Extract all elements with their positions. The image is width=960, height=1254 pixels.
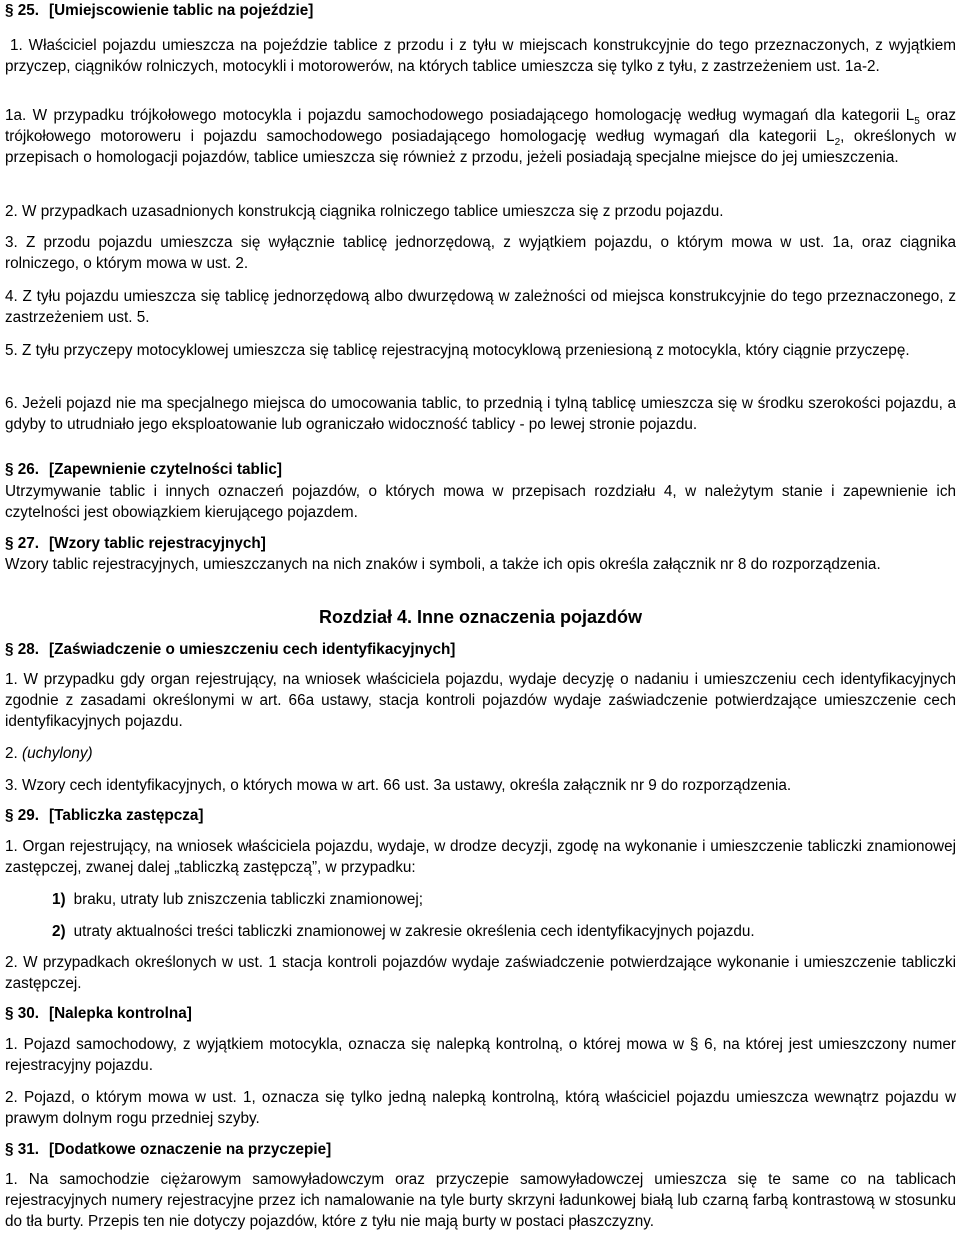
section-29-heading (5, 805, 203, 826)
section-title: [Dodatkowe oznaczenie na przyczepie] (49, 1141, 332, 1158)
section-title: [Umiejscowienie tablic na pojeździe] (49, 2, 314, 19)
paragraph-25-6: 6. Jeżeli pojazd nie ma specjalnego miejsca do umocowania tablic, to przednią i tylną tablicę umieszcza się w środku szerokości pojazdu, a gdyby to utrudniało jego eksploatowanie lub ograniczało widoczność tablicy - po lewej stronie pojazdu. (5, 395, 956, 433)
section-28-heading (5, 639, 455, 660)
section-number: § 25. (5, 2, 40, 19)
paragraph-28-1: 1. W przypadku gdy organ rejestrujący, na wniosek właściciela pojazdu, wydaje decyzję o nadaniu i umieszczeniu cech identyfikacyjnych zgodnie z zasadami określonymi w art. 66a ustawy, stacja kontroli pojazdów wydaje zaświadczenie potwierdzające umieszczenie cech identyfikacyjnych pojazdu. (5, 671, 956, 730)
paragraph-27: Wzory tablic rejestracyjnych, umieszczanych na nich znaków i symboli, a także ich opis określa załącznik nr 8 do rozporządzenia. (5, 556, 881, 573)
section-26-heading (5, 459, 282, 480)
paragraph-26: Utrzymywanie tablic i innych oznaczeń pojazdów, o których mowa w przepisach rozdziału 4, w należytym stanie i zapewnienie ich czytelności jest obowiązkiem kierującego pojazdem. (5, 483, 956, 521)
paragraph-28-2: 2. (uchylony) (5, 745, 93, 762)
paragraph-25-3: 3. Z przodu pojazdu umieszcza się wyłącznie tablicę jednorzędową, z wyjątkiem pojazdu, o którym mowa w ust. 1a, oraz ciągnika rolniczego, o którym mowa w ust. 2. (5, 234, 956, 272)
section-number: § 28. (5, 641, 40, 658)
section-30-heading (5, 1003, 192, 1024)
section-31-heading (5, 1139, 331, 1160)
section-title: [Nalepka kontrolna] (49, 1005, 192, 1022)
paragraph-29-1: 1. Organ rejestrujący, na wniosek właściciela pojazdu, wydaje, w drodze decyzji, zgodę na wykonanie i umieszczenie tabliczki znamionowej zastępczej, zwanej dalej „tabliczką zastępczą”, w przypadku: (5, 838, 956, 876)
paragraph-25-5: 5. Z tyłu przyczepy motocyklowej umieszcza się tablicę rejestracyjną motocyklową przeniesioną z motocykla, który ciągnie przyczepę. (5, 342, 910, 359)
list-item: 1) braku, utraty lub zniszczenia tabliczki znamionowej; (52, 891, 424, 908)
paragraph-25-1a: 1a. W przypadku trójkołowego motocykla i pojazdu samochodowego posiadającego homologację według wymagań dla kategorii $L_5$ oraz trójkołowego motoroweru i pojazdu samochodowego posiadającego homologację według wymagań dla kategorii $L_2$, określonych w przepisach o homologacji pojazdów, tablice umieszcza się również z przodu, jeżeli posiadają specjalne miejsce do jej umieszczenia. (5, 107, 956, 166)
list-item: 2) utraty aktualności treści tabliczki znamionowej w zakresie określenia cech identyfikacyjnych pojazdu. (52, 923, 755, 940)
section-title: [Wzory tablic rejestracyjnych] (49, 535, 266, 552)
paragraph-28-3: 3. Wzory cech identyfikacyjnych, o których mowa w art. 66 ust. 3a ustawy, określa załącznik nr 9 do rozporządzenia. (5, 777, 792, 794)
section-27-heading (5, 533, 266, 554)
paragraph-25-1: 1. Właściciel pojazdu umieszcza na pojeździe tablice z przodu i z tyłu w miejscach konstrukcyjnie do tego przeznaczonych, z wyjątkiem przyczep, ciągników rolniczych, motocykli i motorowerów, na których tablice umieszcza się tylko z tyłu, z zastrzeżeniem ust. 1a-2. (5, 37, 956, 75)
paragraph-30-2: 2. Pojazd, o którym mowa w ust. 1, oznacza się tylko jedną nalepką kontrolną, którą właściciel pojazdu umieszcza wewnątrz pojazdu w prawym dolnym rogu przedniej szyby. (5, 1089, 956, 1127)
section-number: § 30. (5, 1005, 40, 1022)
section-number: § 29. (5, 807, 40, 824)
paragraph-30-1: 1. Pojazd samochodowy, z wyjątkiem motocykla, oznacza się nalepką kontrolną, o której mowa w § 6, na której jest umieszczony numer rejestracyjny pojazdu. (5, 1036, 956, 1074)
paragraph-25-4: 4. Z tyłu pojazdu umieszcza się tablicę jednorzędową albo dwurzędową w zależności od miejsca konstrukcyjnie do tego przeznaczonego, z zastrzeżeniem ust. 5. (5, 288, 956, 326)
paragraph-25-2: 2. W przypadkach uzasadnionych konstrukcją ciągnika rolniczego tablice umieszcza się z przodu pojazdu. (5, 203, 724, 220)
section-number: § 26. (5, 461, 40, 478)
section-number: § 31. (5, 1141, 40, 1158)
paragraph-29-2: 2. W przypadkach określonych w ust. 1 stacja kontroli pojazdów wydaje zaświadczenie potwierdzające wykonanie i umieszczenie tabliczki zastępczej. (5, 954, 956, 992)
section-title: [Tabliczka zastępcza] (49, 807, 204, 824)
section-number: § 27. (5, 535, 40, 552)
section-title: [Zapewnienie czytelności tablic] (49, 461, 282, 478)
paragraph-31-1: 1. Na samochodzie ciężarowym samowyładowczym oraz przyczepie samowyładowczej umieszcza się te same co na tablicach rejestracyjnych numery rejestracyjne przez ich namalowanie na tyle burty skrzyni ładunkowej białą lub czarną farbą kontrastową w stosunku do tła burty. Przepis ten nie dotyczy pojazdów, które z tyłu nie mają burty w postaci płaszczyzny. (5, 1171, 956, 1230)
chapter-title: Rozdział 4. Inne oznaczenia pojazdów (318, 607, 643, 627)
section-25-heading (5, 0, 313, 21)
section-title: [Zaświadczenie o umieszczeniu cech identyfikacyjnych] (49, 641, 456, 658)
